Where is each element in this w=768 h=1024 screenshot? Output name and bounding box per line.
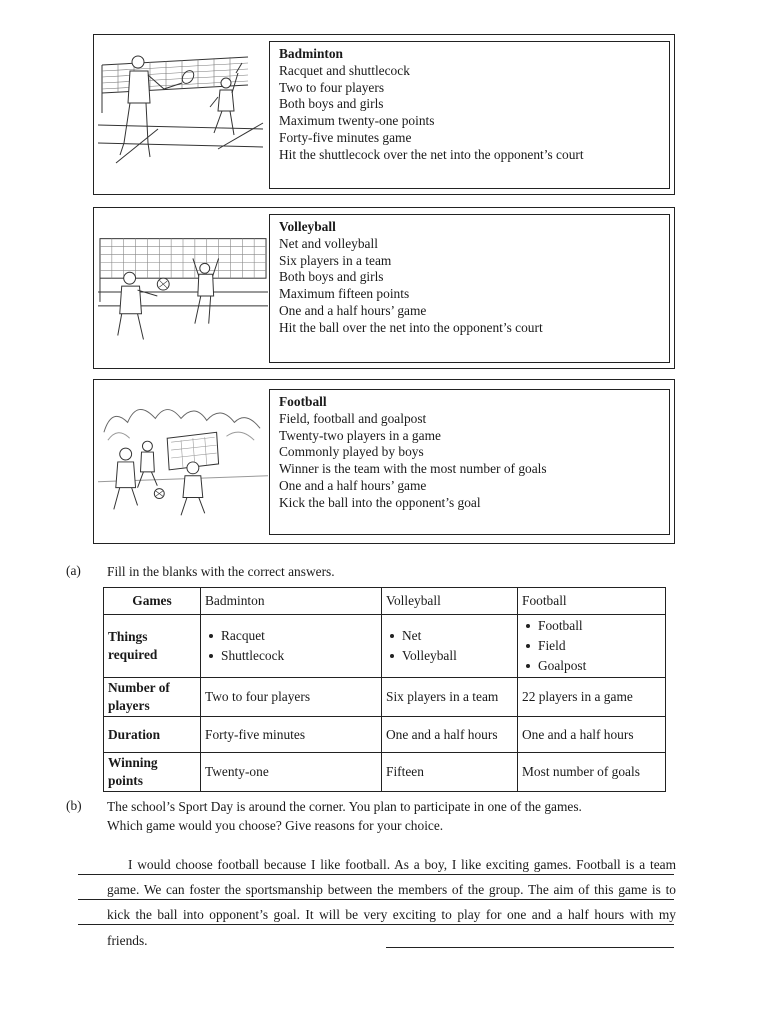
row-label-things-line2: required [108,647,158,662]
football-line-5: One and a half hours’ game [279,477,427,493]
badminton-info-box [269,41,670,189]
winning-volleyball: Fifteen [382,753,518,792]
football-line-1: Field, football and goalpost [279,410,427,426]
duration-badminton: Forty-five minutes [201,717,382,753]
badminton-line-4: Maximum twenty-one points [279,113,435,129]
players-volleyball: Six players in a team [382,678,518,717]
row-label-things-line1: Things [108,629,148,644]
games-table [103,587,666,792]
row-label-winning-line2: points [108,773,143,788]
header-badminton: Badminton [201,588,382,615]
badminton-illustration [98,53,268,177]
row-label-winning [104,753,201,792]
row-label-things [104,615,201,678]
header-football: Football [518,588,666,615]
table-row-things [104,615,666,678]
badminton-title: Badminton [279,46,343,61]
winning-football: Most number of goals [518,753,666,792]
football-title: Football [279,394,327,409]
question-b-label: (b) [66,798,82,813]
football-line-2: Twenty-two players in a game [279,427,441,443]
things-football [518,615,666,678]
table-row-players [104,678,666,717]
volleyball-line-6: Hit the ball over the net into the opponent’s court [279,319,543,335]
header-volleyball: Volleyball [382,588,518,615]
badminton-line-6: Hit the shuttlecock over the net into the opponent’s court [279,146,584,162]
row-label-players-line2: players [108,698,150,713]
players-badminton: Two to four players [201,678,382,717]
volleyball-line-2: Six players in a team [279,252,392,268]
football-info-box [269,389,670,535]
answer-paragraph: I would choose football because I like football. As a boy, I like exciting games. Football is a team game. We can foster the sportsmanship between the members of the group. The aim of this game is to kick the ball into opponent’s goal. It will be very exciting to play for one and a half hours with my friends. [107,857,676,948]
volleyball-illustration [98,232,268,356]
table-row-winning [104,753,666,792]
football-line-3: Commonly played by boys [279,444,424,460]
list-item: Football [524,616,661,636]
table-header-row [104,588,666,615]
row-label-players [104,678,201,717]
list-item: Volleyball [388,646,513,666]
table-row-duration [104,717,666,753]
winning-badminton: Twenty-one [201,753,382,792]
volleyball-line-1: Net and volleyball [279,235,378,251]
duration-volleyball: One and a half hours [382,717,518,753]
question-a-label: (a) [66,563,81,578]
row-label-duration: Duration [104,717,201,753]
things-volleyball [382,615,518,678]
list-item: Shuttlecock [207,646,377,666]
football-panel [93,379,675,544]
players-football: 22 players in a game [518,678,666,717]
header-games: Games [104,588,201,615]
badminton-line-2: Two to four players [279,79,385,95]
volleyball-info-box [269,214,670,363]
badminton-panel [93,34,675,195]
football-line-6: Kick the ball into the opponent’s goal [279,494,481,510]
things-badminton [201,615,382,678]
question-a-text: Fill in the blanks with the correct answers. [107,564,335,579]
badminton-line-1: Racquet and shuttlecock [279,62,410,78]
answer-text [78,852,676,953]
list-item: Net [388,626,513,646]
question-b-line-2: Which game would you choose? Give reasons for your choice. [107,818,444,833]
duration-football: One and a half hours [518,717,666,753]
volleyball-title: Volleyball [279,219,336,234]
row-label-players-line1: Number of [108,680,170,695]
list-item: Field [524,636,661,656]
badminton-line-3: Both boys and girls [279,96,384,112]
list-item: Racquet [207,626,377,646]
volleyball-line-5: One and a half hours’ game [279,302,427,318]
volleyball-line-3: Both boys and girls [279,269,384,285]
football-line-4: Winner is the team with the most number of goals [279,461,547,477]
badminton-line-5: Forty-five minutes game [279,129,412,145]
row-label-winning-line1: Winning [108,755,158,770]
question-b-line-1: The school’s Sport Day is around the corner. You plan to participate in one of the games. [107,799,582,814]
volleyball-panel [93,207,675,369]
volleyball-line-4: Maximum fifteen points [279,286,410,302]
football-illustration [98,392,268,522]
list-item: Goalpost [524,656,661,676]
